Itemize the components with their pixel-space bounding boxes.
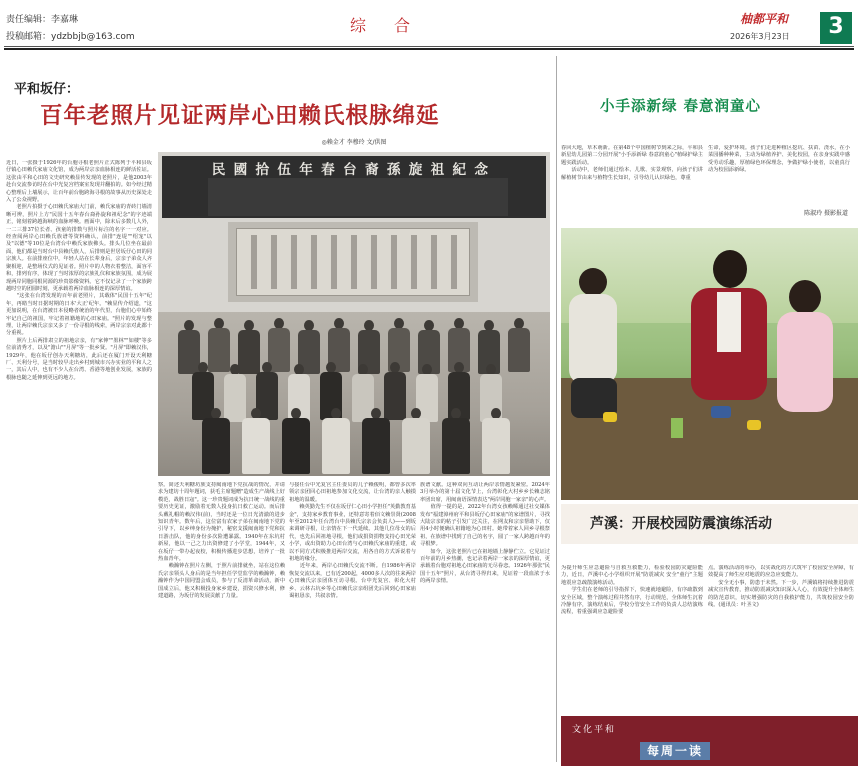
story-column-3: 与接任台中光复宫主任委员的儿子赖俊明，都曾多次率领宗亲团回心田祖地参加文化交流，让台湾的亲人触摸祖地的温暖。 赖英勤先生不仅在坂仔仁心田小学担任"英勤教育基金"，支持家乡教育事业，还特意寄着佰文赖崇贤(2008年至2012年任台湾台中县赖氏宗亲会负责人)——到坂来调研寻根，让亲情在下一代延续。其他几位母女的后代，也先后回祖地寻根，他们或捐资捐物支持心田光荣小学，或出资助力心田台湾与心田赖氏家庙的重建，或以不同方式积极推进两岸交流，用各自的方式诉说着与祖地的缘分。 近年来，两岸心田赖氏交流不断。自1986年两岸恢复交流以来，已有近200起，4000多人次的往来两岸心田赖氏宗亲团体互访寻根。台中光复宫、彰化大村乡、云林古坑乡等心田赖氏宗亲组团先后回到心田家庙谒祖恳亲，共叙亲情。 [289,482,416,600]
culture-section-title: 文化平和 [572,725,617,735]
photo-person [504,318,534,374]
photo-banner-text: 民國拾伍年春台裔孫旋祖紀念 [211,162,497,178]
seedling-icon [671,418,683,438]
submission-email: 投稿邮箱：ydzbbjb@163.com [6,32,135,42]
planting-story-column-1: 春回大地，草木萌新。在第48个中国植树节到来之际，平和县新星幼儿园第二分园开展"小手添新绿 春意润童心"植绿护绿主题实践活动。 活动中，老师们通过绘本、儿歌、实景观察，向孩子们讲解植树节由来与植物生长知识，引导幼儿认识绿色，尊重 [561,145,703,181]
issue-date: 2026年3月23日 [730,32,790,41]
planting-story-title: 小手添新绿 春意润童心 [600,99,762,115]
story-byline: ◎赖金才 李穆玲 文/供图 [321,139,387,146]
drill-story-column-2: 点。演练活动的举办，以实战化的方式筑牢了校园安全屏障，有效提高了师生应对地震的应急应变能力。 安全无小事，防患于未然。下一步，芦溪镇将持续推进防震减灾宣传教育，推动防震减灾知识深入人心，有效提升全体师生的防范意识，切实增强防灾的自我救护能力，共筑校园安全防线。(通讯员：叶圣文) [708,565,854,609]
paper-logo: 柚都平和 [740,12,789,26]
photo-person [238,408,274,474]
photo-banner-panel [208,178,508,216]
story-column-2: 察。简述天利糖坊族支持闽南地下党抗战的情况，并请求为建坊十周年题词，获毛主席题赠"造成生产战线上好模范，战胜日寇"。这一珍贵题词成为抗日统一战线的重要历史见证，激励着无数人投身抗日救亡运动。而后排头戴礼帽的赖汉伟(前)，当时还是一位日光清澈的进步知识青年。数年后，这位富有农家子弟在闽南地下党的引导下，以乡绅身份为掩护，秘密支援闽南地下党和抗日游击队，他的身份多次险遭暴露。1940年在东坑村新屋，他以一己之力出资修建了小学堂，1944年，又在坂仔一带办起夜校，积极传播进步思想，培养了一批热血青年。 赖瀚钟在照片左侧，于照片前排就坐，站在这位赖氏宗亲领头人身后的是当年担任学堂监学的赖瀚钟，赖瀚钟作为中国同盟会成员，参与了反清革命活动，新中国成立后，他又积极投身家乡建设，捐资兴修水利，修建道路，为坂仔的发展贡献了力量。 [158,482,285,600]
story-kicker: 平和坂仔： [14,82,80,97]
editor-credit: 责任编辑：李嘉琳 [6,15,79,25]
yellow-shovel-icon [747,420,761,430]
story-column-1: 近日，一张摄于1926年的台胞寻根老照片正式陈列于平和县坂仔镇心田赖氏家庙文化馆，成为两岸宗亲血脉相连的鲜活佐证。这张由平和心田的文史研究赖显传发现的老照片，是他2003年赴台交流参访时在台中光复宫档案室发现并翻拍的。如今经过精心整理后上墙展示，让百年前台胞跨海寻根的故事从历史深处走入了公众视野。 老照片拍摄于心田赖氏家庙大门前，赖氏家庙的青砖门墙清晰可辨，照片上方"民国十五年春台裔孙旋和祖纪念"的字迹端正，铭刻着跨越海峡的血脉呼唤。画面中，除末后多数几人外，一二三排37位长者、孩童的排数与照片标注的名字一一对应。经查阅两岸心田赖氏族谱等资料确认，前排"连堤""绍宠"以及"以德"等10位是台湾台中赖氏家族佛头。排头几位坐在最前面，他们都是当时台中县赖氏族人，后排则是世居坂仔心田的同宗族人。在前排座位中，年轻人站在长辈身后，宗亲子弟众人齐聚相迎，是整场仪式的见证者。照片中的人物衣着整洁，面容平和，排列有序，体现了当时浓厚的宗族礼仪和家族氛围，成为展现两岸同胞同根同源的珍贵影像资料。它不仅记录了一个家族跨越时空的团圆时刻，更承载着两岸血脉相连的深厚情谊。 "这张在台湾发现的百年前老照片，其载体"民国十五年"纪年，再睹当时日据时期的日本'大正'纪年。"赖显传介绍道，"这更加说明，在台湾被日本侵略者统治的年代里，台胞们心中始终牢记自己的祖国，牢记着祖籍地的心田家庙。"照片的发现与整理，让两岸赖氏宗亲又多了一份寻根的线索，两岸宗亲对此都十分重视。 照片上后两排肃立的祖地宗亲，有"家伸""墨林""如楼"等多位前清秀才，以及"澹山""月屏"等一批乡贤。"月屏"即赖汉伟，1929年，他在坂仔创办天利糖坊，此后还在厦门开设天利糖厂、天利分号，是当时较早走出乡村到城市兴办实业的平和人之一，其后人中，也有不少人在台湾、香港等地创业发展，家族的根脉也随之延伸到更远的地方。 [6,160,152,381]
drill-story-column-1: 为提升师生应急避险与自救互救能力，检验校园防灾避险能力，近日，芦溪中心小学组织开展"防震减灾 安全"童行"主题地震应急疏散演练活动。 学生们在老师的引导指挥下，快速就地避险，有序疏散到安全区域，整个演练过程井然有序，行动规范，全体师生沉着冷静有序，演练结束后，学校分管安全工作的负责人总结演练流程，着重强调应急避险要 [561,565,703,616]
kids-planting-photo [561,228,858,500]
drill-story-title: 芦溪：开展校园防震演练活动 [590,516,772,532]
planting-story-credit: 陈淑玲 摄影报道 [804,210,848,217]
story-column-4: 族谱文献。这种双向互动让两岸亲情越发紧密。2024年3月举办的第十届文化节上，台湾彰化大村乡乡长赖志铭率团出席，用闽南语深情表达"两岸同胞一家亲"的心声。 值得一提的是，2022年台湾女孩赖晞通过社交媒体发布"福建漳州府平和县坂仔心田家庙"的家谱图片，寻找大陆宗亲的帖子引发广泛关注，在网友和宗亲帮助下，仅用4小时便确认祖籍地为心田村。她带着家人回乡寻根祭祖，在族谱中找到了自己的名字，圆了一家人跨越百年的寻根梦。 如今，这张老照片已在祖地墙上静静伫立。它见证过百年前的月乡热潮，也记录着两岸一家亲的深厚情谊，更承载着台胞对祖地心田家庙的无尽眷恋。1926年那张"民国十五年"照片，从台湾寻得归来，见证着一段血浓于水的两岸亲情。 [420,482,550,585]
header-rule-thick [4,48,854,50]
girl-pink-jacket [777,312,833,412]
story-headline: 百年老照片见证两岸心田赖氏根脉绵延 [40,103,440,129]
blue-watering-can-icon [711,406,731,418]
yellow-shovel-icon [603,412,617,422]
photo-person [198,408,234,474]
photo-plaque [228,222,478,302]
column-divider [556,56,557,762]
header-rule [4,46,854,47]
photo-person [278,408,314,474]
historic-group-photo [158,152,550,476]
page-header [0,0,858,46]
photo-person [398,408,434,474]
photo-person [438,408,474,474]
photo-person [318,408,354,474]
weekly-read-label: 每周一读 [640,742,710,760]
photo-person [358,408,394,474]
page-number-badge: 3 [820,12,852,44]
planting-story-column-2: 生命，爱护环境。孩子们走进种植区挖坑、扶苗、浇水，在小菜园播种种菜，主动为绿植养护、美化校园，在亲身实践中感受劳动乐趣，厚植绿色环保理念，争做护绿小使者，以童真行动为校园添新绿。 [708,145,850,174]
photo-person [478,408,514,474]
section-title: 综 合 [350,16,417,35]
